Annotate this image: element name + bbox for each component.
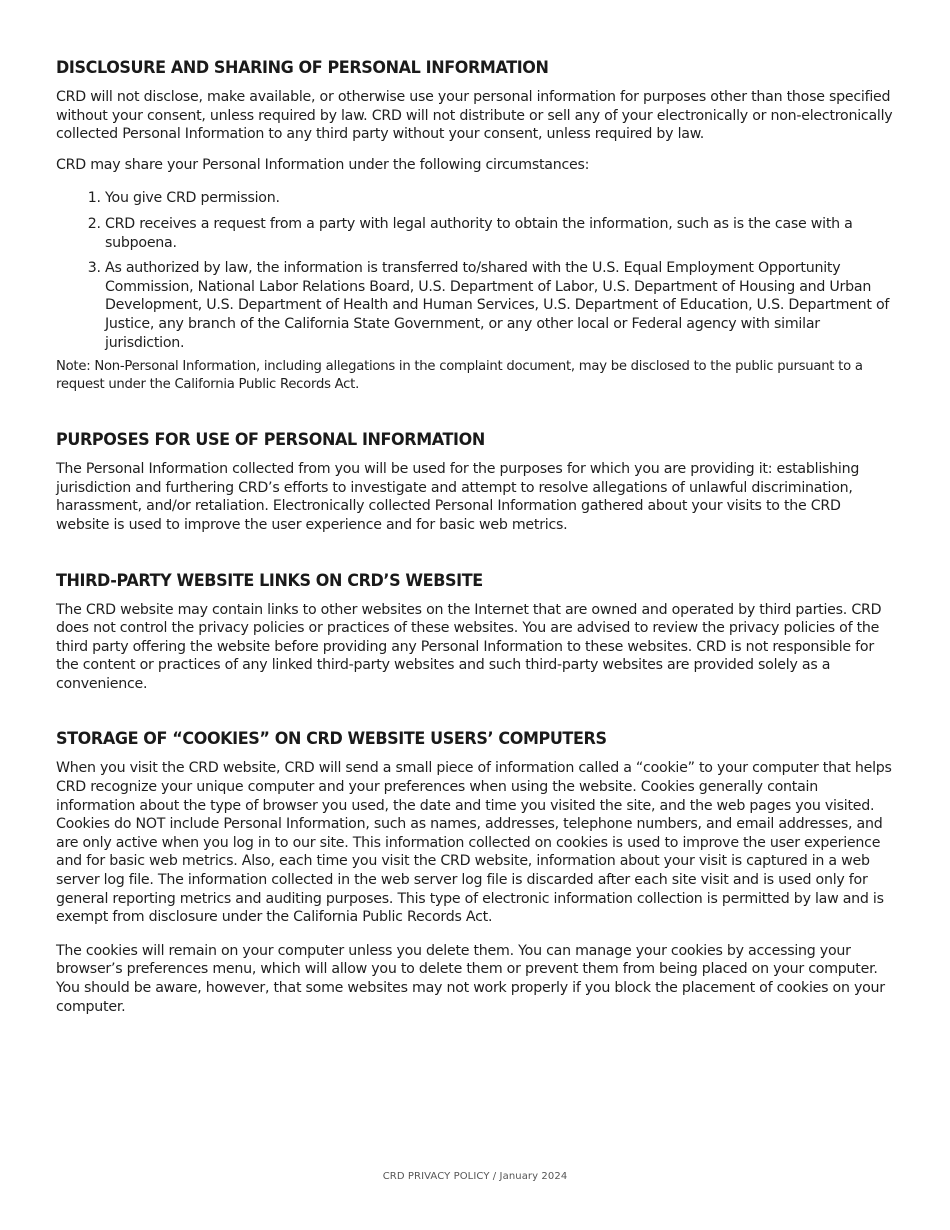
- circumstances-list: [56, 189, 894, 352]
- section-heading: STORAGE OF “COOKIES” ON CRD WEBSITE USERS’ COMPUTERS: [56, 729, 607, 749]
- list-item: 2. CRD receives a request from a party with legal authority to obtain the information, such as is the case with a subpoena.: [105, 215, 894, 252]
- paragraph: The CRD website may contain links to other websites on the Internet that are owned and operated by third parties. CRD does not control the privacy policies or practices of these websites. You are advised to review the privacy policies of the third party offering the website before providing any Personal Information to these websites. CRD is not responsible for the content or practices of any linked third-party websites and such third-party websites are provided solely as a convenience.: [56, 601, 882, 692]
- paragraph: The cookies will remain on your computer unless you delete them. You can manage your cookies by accessing your browser’s preferences menu, which will allow you to delete them or prevent them from being placed on your computer. You should be aware, however, that some websites may not work properly if you block the placement of cookies on your computer.: [56, 942, 885, 1015]
- section-heading: PURPOSES FOR USE OF PERSONAL INFORMATION: [56, 430, 485, 450]
- paragraph: The Personal Information collected from you will be used for the purposes for which you are providing it: establishing jurisdiction and furthering CRD’s efforts to investigate and attempt to resolve allegations of unlawful discrimination, harassment, and/or retaliation. Electronically collected Personal Information gathered about your visits to the CRD website is used to improve the user experience and for basic web metrics.: [56, 461, 860, 533]
- section-cookies: [56, 729, 894, 1016]
- paragraph: CRD may share your Personal Information under the following circumstances:: [56, 156, 590, 173]
- paragraph: When you visit the CRD website, CRD will send a small piece of information called a “cookie” to your computer that helps CRD recognize your unique computer and your preferences when using the website. Cookies generally contain information about the type of browser you used, the date and time you visited the site, and the web pages you visited. Cookies do NOT include Personal Information, such as names, addresses, telephone numbers, and email addresses, and are only active when you log in to our site. This information collected on cookies is used to improve the user experience and for basic web metrics. Also, each time you visit the CRD website, information about your visit is captured in a web server log file. The information collected in the web server log file is discarded after each site visit and is used only for general reporting metrics and auditing purposes. This type of electronic information collection is permitted by law and is exempt from disclosure under the California Public Records Act.: [56, 760, 892, 926]
- list-item: 3. As authorized by law, the information is transferred to/shared with the U.S. Equal Employment Opportunity Commission, National Labor Relations Board, U.S. Department of Labor, U.S. Department of Housing and Urban Development, U.S. Department of Health and Human Services, U.S. Department of Education, U.S. Department of Justice, any branch of the California State Government, or any other local or Federal agency with similar jurisdiction.: [105, 259, 894, 352]
- paragraph: CRD will not disclose, make available, or otherwise use your personal information for purposes other than those specified without your consent, unless required by law. CRD will not distribute or sell any of your electronically or non-electronically collected Personal Information to any third party without your consent, unless required by law.: [56, 89, 893, 143]
- section-disclosure: [56, 58, 894, 394]
- page-footer: CRD PRIVACY POLICY / January 2024: [382, 1171, 568, 1182]
- section-third-party-links: [56, 571, 894, 694]
- section-heading: THIRD-PARTY WEBSITE LINKS ON CRD’S WEBSITE: [56, 570, 483, 590]
- document-page: [56, 58, 894, 1052]
- note-text: Note: Non-Personal Information, including allegations in the complaint document, may be disclosed to the public pursuant to a request under the California Public Records Act.: [56, 359, 863, 393]
- list-item: 1. You give CRD permission.: [105, 189, 894, 208]
- section-purposes: [56, 430, 894, 534]
- section-heading: DISCLOSURE AND SHARING OF PERSONAL INFORMATION: [56, 58, 549, 77]
